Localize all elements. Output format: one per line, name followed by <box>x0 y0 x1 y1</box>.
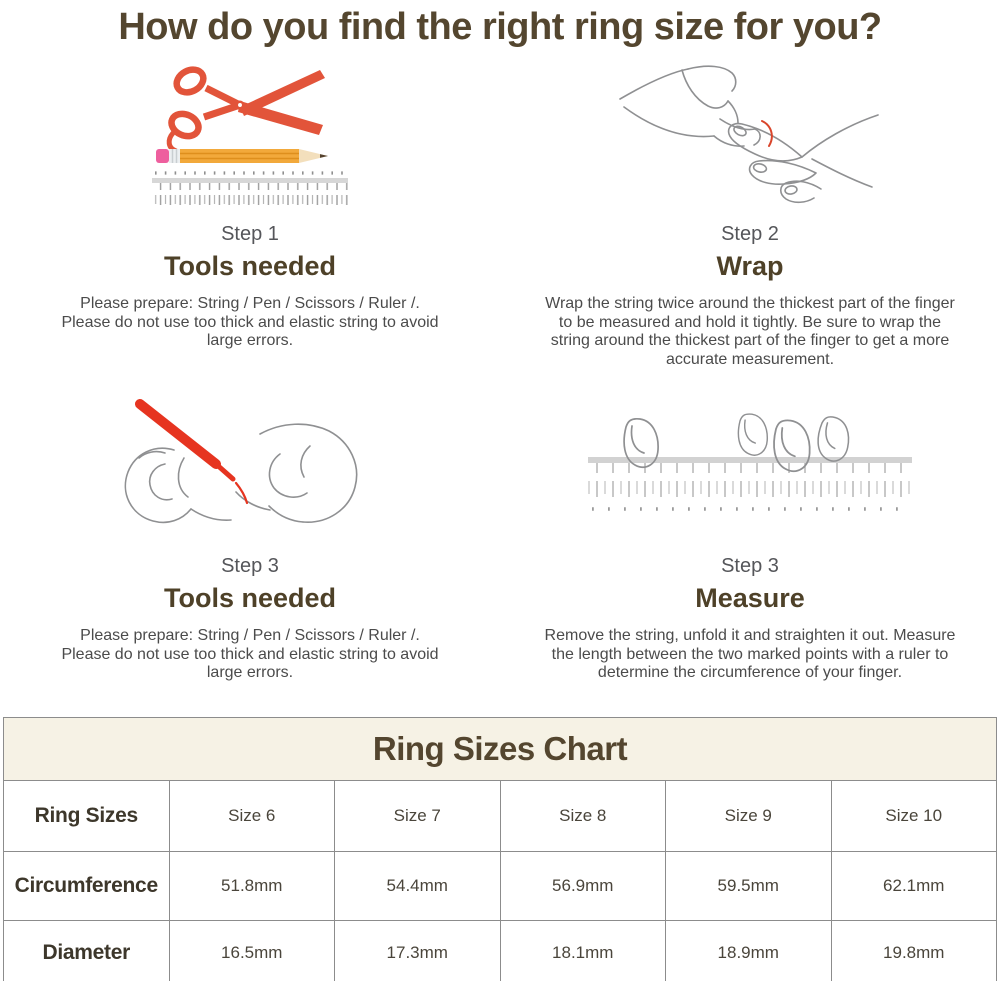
table-row-circumference <box>4 851 997 920</box>
table-row-diameter <box>4 920 997 981</box>
step-2-block <box>500 63 1000 369</box>
steps-grid <box>0 63 1000 683</box>
table-cell: 51.8mm <box>169 851 335 920</box>
step-3-illustration <box>0 395 500 543</box>
table-cell: 56.9mm <box>500 851 666 920</box>
table-row-header: Circumference <box>4 851 170 920</box>
step-description: Remove the string, unfold it and straighten it out. Measure the length between the two marked points with a ruler to determine the circumference of your finger. <box>544 627 956 682</box>
step-1-illustration <box>0 63 500 211</box>
hands-wrapping-string-icon <box>616 63 884 211</box>
table-cell: 17.3mm <box>335 920 501 981</box>
table-cell: Size 10 <box>831 780 997 851</box>
step-description: Please prepare: String / Pen / Scissors / Ruler /. Please do not use too thick and elastic string to avoid large errors. <box>61 627 439 682</box>
table-cell: 18.9mm <box>666 920 832 981</box>
table-cell: 59.5mm <box>666 851 832 920</box>
step-description: Please prepare: String / Pen / Scissors / Ruler /. Please do not use too thick and elastic string to avoid large errors. <box>61 295 439 350</box>
table-cell: 19.8mm <box>831 920 997 981</box>
step-3-block <box>0 395 500 683</box>
table-cell: Size 8 <box>500 780 666 851</box>
scissors-pencil-ruler-icon <box>140 63 360 211</box>
table-title: Ring Sizes Chart <box>4 717 997 780</box>
table-row-header: Ring Sizes <box>4 780 170 851</box>
step-label: Step 3 <box>221 555 279 578</box>
table-row-sizes <box>4 780 997 851</box>
step-title: Tools needed <box>163 583 337 614</box>
step-title: Measure <box>695 583 805 614</box>
step-title: Tools needed <box>163 251 337 281</box>
step-4-block <box>500 395 1000 683</box>
step-description: Wrap the string twice around the thickest part of the finger to be measured and hold it tightly. Be sure to wrap the string around the thickest part of the finger to get a more accurate measurement. <box>545 295 955 368</box>
step-label: Step 3 <box>721 555 779 578</box>
table-cell: 18.1mm <box>500 920 666 981</box>
page-title: How do you find the right ring size for you? <box>118 6 882 48</box>
table-title-row <box>4 717 997 780</box>
table-cell: Size 7 <box>335 780 501 851</box>
table-cell: Size 9 <box>666 780 832 851</box>
fingers-on-ruler-icon <box>580 413 920 525</box>
step-title: Wrap <box>716 251 784 281</box>
step-label: Step 2 <box>721 223 779 245</box>
red-pen <box>140 404 247 503</box>
step-1-block <box>0 63 500 369</box>
table-cell: 54.4mm <box>335 851 501 920</box>
table-cell: 62.1mm <box>831 851 997 920</box>
hand-marking-string-icon <box>110 398 390 540</box>
scissors-icon <box>168 65 325 151</box>
ruler-icon <box>152 173 348 205</box>
step-4-illustration <box>500 395 1000 543</box>
pencil-icon <box>156 149 328 163</box>
table-cell: Size 6 <box>169 780 335 851</box>
measure-ruler <box>588 457 912 509</box>
table-cell: 16.5mm <box>169 920 335 981</box>
step-label: Step 1 <box>221 223 279 245</box>
step-2-illustration <box>500 63 1000 211</box>
table-row-header: Diameter <box>4 920 170 981</box>
ring-sizes-table <box>3 717 997 981</box>
